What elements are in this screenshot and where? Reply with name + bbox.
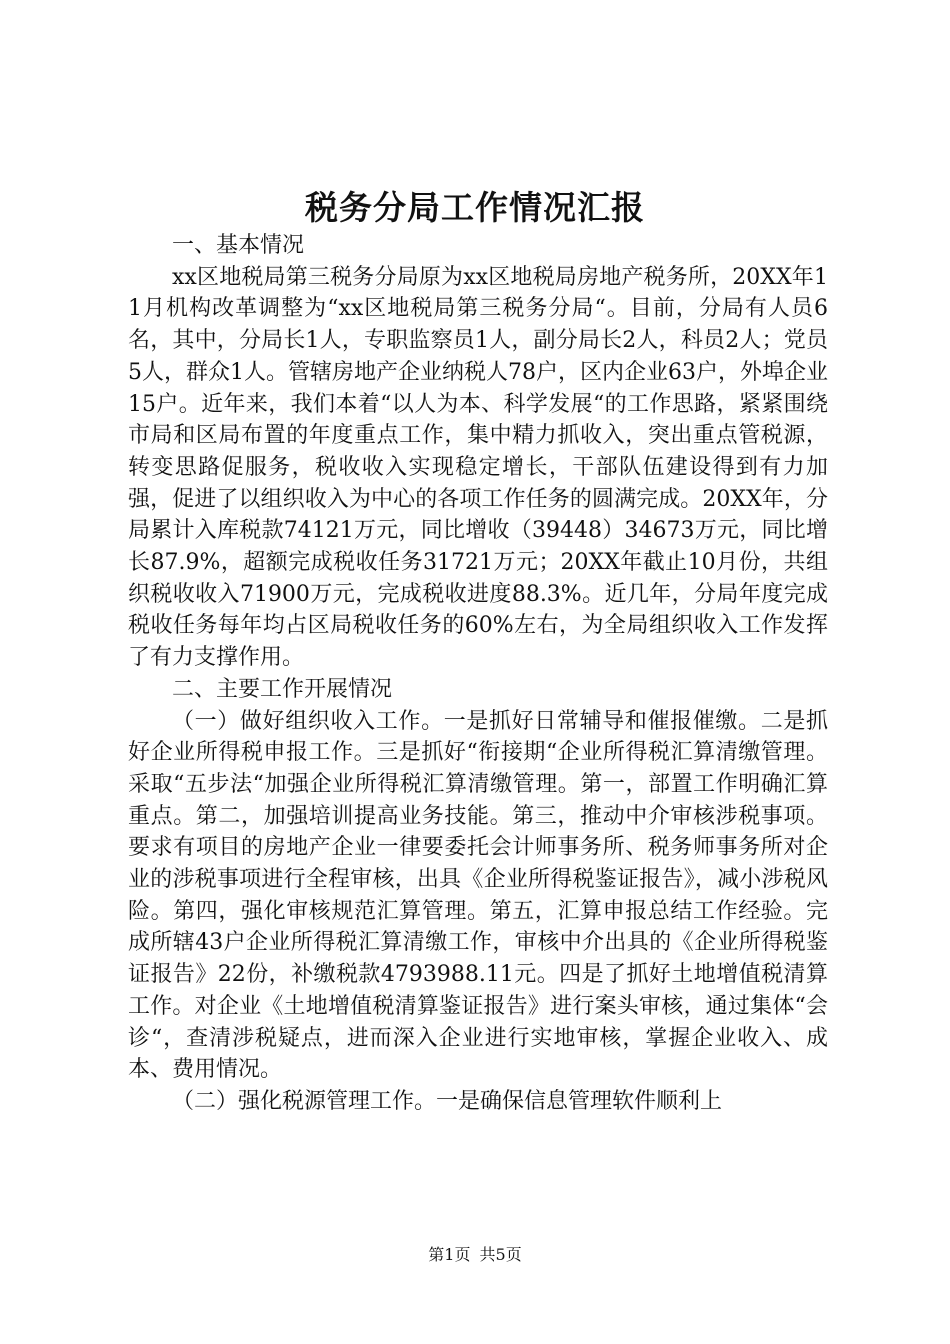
page-number: 第1页: [428, 1245, 471, 1264]
paragraph-tax-source: （二）强化税源管理工作。一是确保信息管理软件顺利上: [172, 1088, 723, 1114]
page-total: 共5页: [479, 1245, 522, 1264]
document-body: [128, 230, 828, 1118]
section-heading-basic: 一、基本情况: [172, 233, 305, 258]
section-heading-main-work: 二、主要工作开展情况: [172, 676, 393, 702]
document-title: 税务分局工作情况汇报: [305, 188, 645, 227]
paragraph-revenue-work: （一）做好组织收入工作。一是抓好日常辅导和催报催缴。二是抓好企业所得税申报工作。三是抓好“衔接期“企业所得税汇算清缴管理。采取“五步法“加强企业所得税汇算清缴管理。第一，部置工作明确汇算重点。第二，加强培训提高业务技能。第三，推动中介审核涉税事项。要求有项目的房地产企业一律要委托会计师事务所、税务师事务所对企业的涉税事项进行全程审核，出具《企业所得税鉴证报告》，减小涉税风险。第四，强化审核规范汇算管理。第五，汇算申报总结工作经验。完成所辖43户企业所得税汇算清缴工作，审核中介出具的《企业所得税鉴证报告》22份，补缴税款4793988.11元。四是了抓好土地增值税清算工作。对企业《土地增值税清算鉴证报告》进行案头审核，通过集体“会诊“，查清涉税疑点，进而深入企业进行实地审核，掌握企业收入、成本、费用情况。: [128, 708, 828, 1083]
page-footer: [0, 1244, 950, 1266]
paragraph-basic-info: xx区地税局第三税务分局原为xx区地税局房地产税务所，20XX年11月机构改革调整为“xx区地税局第三税务分局“。目前，分局有人员6名，其中，分局长1人，专职监察员1人，副分局长2人，科员2人；党员5人，群众1人。管辖房地产企业纳税人78户，区内企业63户，外埠企业15户。近年来，我们本着“以人为本、科学发展“的工作思路，紧紧围绕市局和区局布置的年度重点工作，集中精力抓收入，突出重点管税源，转变思路促服务，税收收入实现稳定增长，干部队伍建设得到有力加强，促进了以组织收入为中心的各项工作任务的圆满完成。20XX年，分局累计入库税款74121万元，同比增收（39448）34673万元，同比增长87.9%，超额完成税收任务31721万元；20XX年截止10月份，共组织税收收入71900万元，完成税收进度88.3%。近几年，分局年度完成税收任务每年均占区局税收任务的60%左右，为全局组织收入工作发挥了有力支撑作用。: [128, 264, 828, 671]
